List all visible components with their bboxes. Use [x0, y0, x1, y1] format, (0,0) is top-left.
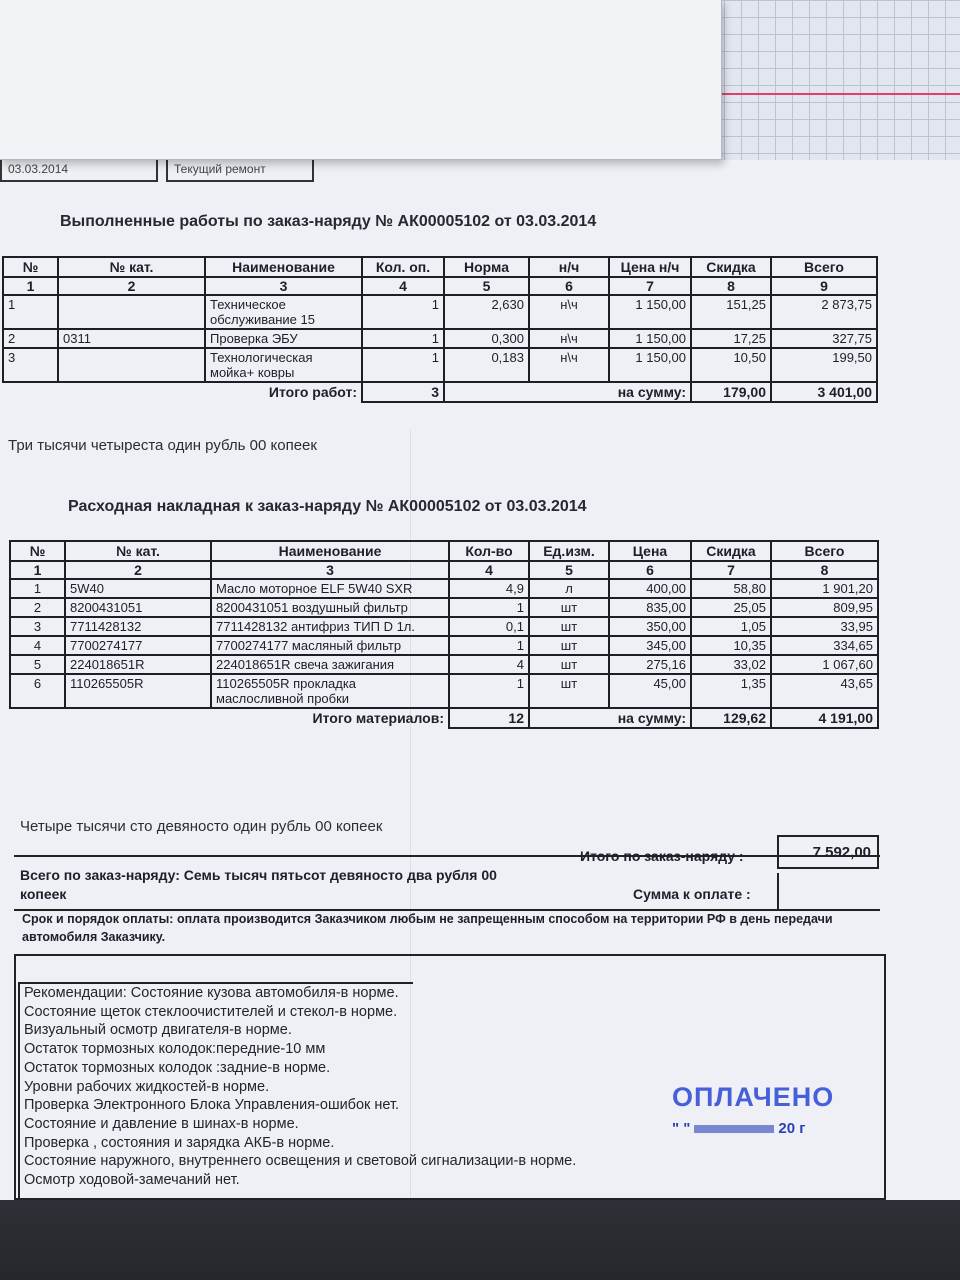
- table-row: [10, 598, 878, 617]
- row-discount: 1,05: [691, 617, 771, 636]
- row-total: 327,75: [771, 329, 877, 348]
- list-item: Проверка Электронного Блока Управления-ошибок нет.: [24, 1097, 400, 1114]
- row-price: 400,00: [609, 579, 691, 598]
- works-total-in-words: Три тысячи четыреста один рубль 00 копеек: [8, 437, 317, 454]
- materials-table: [9, 540, 879, 729]
- row-discount: 1,35: [691, 674, 771, 708]
- col-number: 2: [58, 277, 205, 295]
- top-stub-date: 03.03.2014: [0, 160, 158, 182]
- row-cat: [58, 295, 205, 329]
- col-number: 8: [691, 277, 771, 295]
- row-num: 1: [3, 295, 58, 329]
- row-qty: 1: [362, 348, 444, 382]
- margin-line: [690, 93, 960, 95]
- col-number: 1: [10, 561, 65, 579]
- overlapping-sheet: [0, 0, 722, 160]
- col-header-cat: № кат.: [65, 541, 211, 561]
- row-unit: н\ч: [529, 295, 609, 329]
- row-qty: 1: [449, 636, 529, 655]
- row-qty: 1: [362, 295, 444, 329]
- table-row: [10, 579, 878, 598]
- table-row: [3, 295, 877, 329]
- col-number: 1: [3, 277, 58, 295]
- col-number: 5: [444, 277, 529, 295]
- table-row: [10, 674, 878, 708]
- col-header-discount: Скидка: [691, 257, 771, 277]
- row-cat: 224018651R: [65, 655, 211, 674]
- row-qty: 4: [449, 655, 529, 674]
- row-total: 199,50: [771, 348, 877, 382]
- materials-total-qty: 12: [449, 708, 529, 728]
- row-qty: 1: [449, 598, 529, 617]
- col-header-unit: н/ч: [529, 257, 609, 277]
- row-discount: 151,25: [691, 295, 771, 329]
- paid-stamp: ОПЛАЧЕНО: [672, 1082, 835, 1112]
- row-cat: 5W40: [65, 579, 211, 598]
- col-number: 8: [771, 561, 878, 579]
- row-unit: шт: [529, 636, 609, 655]
- col-number: 9: [771, 277, 877, 295]
- row-price: 1 150,00: [609, 348, 691, 382]
- list-item: Рекомендации: Состояние кузова автомобиля-в норме.: [24, 985, 399, 1001]
- works-total-discount: 179,00: [691, 382, 771, 402]
- works-total-row: [3, 382, 877, 402]
- list-item: Проверка , состояния и зарядка АКБ-в норме.: [24, 1134, 335, 1151]
- row-total: 33,95: [771, 617, 878, 636]
- row-num: 4: [10, 636, 65, 655]
- row-qty: 0,1: [449, 617, 529, 636]
- row-price: 275,16: [609, 655, 691, 674]
- col-number: 3: [211, 561, 449, 579]
- to-pay-box: [777, 873, 881, 909]
- background-surface: [0, 1200, 960, 1280]
- materials-total-row: [10, 708, 878, 728]
- row-total: 1 901,20: [771, 579, 878, 598]
- list-item: Остаток тормозных колодок:передние-10 мм: [24, 1041, 326, 1058]
- list-item: Состояние и давление в шинах-в норме.: [24, 1115, 299, 1132]
- row-name: Технологическая мойка+ ковры: [205, 348, 362, 382]
- row-cat: 110265505R: [65, 674, 211, 708]
- works-total-qty: 3: [362, 382, 444, 402]
- list-item: Уровни рабочих жидкостей-в норме.: [24, 1078, 270, 1095]
- row-unit: шт: [529, 655, 609, 674]
- row-price: 350,00: [609, 617, 691, 636]
- row-name: Техническое обслуживание 15: [205, 295, 362, 329]
- table-row: [10, 617, 878, 636]
- col-number: 2: [65, 561, 211, 579]
- works-table: [2, 256, 878, 403]
- works-total-sum: 3 401,00: [771, 382, 877, 402]
- col-header-total: Всего: [771, 541, 878, 561]
- row-norm: 2,630: [444, 295, 529, 329]
- works-total-label: Итого работ:: [268, 384, 357, 400]
- row-cat: 7711428132: [65, 617, 211, 636]
- row-qty: 1: [449, 674, 529, 708]
- list-item: Состояние щеток стеклоочистителей и стекол-в норме.: [24, 1003, 398, 1020]
- list-item: Остаток тормозных колодок :задние-в норме.: [24, 1059, 331, 1076]
- works-title: Выполненные работы по заказ-наряду № АК00005102 от 03.03.2014: [60, 213, 597, 230]
- col-header-name: Наименование: [211, 541, 449, 561]
- row-cat: 8200431051: [65, 598, 211, 617]
- col-header-num: №: [10, 541, 65, 561]
- row-discount: 17,25: [691, 329, 771, 348]
- row-price: 1 150,00: [609, 329, 691, 348]
- top-stub-type: Текущий ремонт: [166, 160, 314, 182]
- divider: [14, 855, 880, 857]
- materials-total-in-words: Четыре тысячи сто девяносто один рубль 00 копеек: [20, 818, 383, 835]
- stamp-date: [672, 1120, 806, 1137]
- col-number: 5: [529, 561, 609, 579]
- stamp-date-prefix: " ": [672, 1120, 691, 1137]
- row-qty: 1: [362, 329, 444, 348]
- col-header-qty: Кол. оп.: [362, 257, 444, 277]
- payment-terms: Срок и порядок оплаты: оплата производится Заказчиком любым не запрещенным способом на территории РФ в день передачи автомобиля Заказчику.: [22, 912, 833, 944]
- row-discount: 25,05: [691, 598, 771, 617]
- col-number: 4: [362, 277, 444, 295]
- to-pay-label: Сумма к оплате :: [633, 886, 751, 902]
- col-number: 4: [449, 561, 529, 579]
- materials-total-discount: 129,62: [691, 708, 771, 728]
- order-total-label: Итого по заказ-наряду :: [580, 848, 744, 864]
- table-row: [3, 348, 877, 382]
- row-total: 334,65: [771, 636, 878, 655]
- list-item: Состояние наружного, внутреннего освещения и световой сигнализации-в норме.: [24, 1153, 577, 1170]
- col-header-unit: Ед.изм.: [529, 541, 609, 561]
- row-price: 1 150,00: [609, 295, 691, 329]
- row-total: 1 067,60: [771, 655, 878, 674]
- stamp-date-suffix: г: [799, 1120, 806, 1137]
- row-qty: 4,9: [449, 579, 529, 598]
- col-number: 3: [205, 277, 362, 295]
- row-num: 3: [10, 617, 65, 636]
- all-total-in-words: Всего по заказ-наряду: Семь тысяч пятьсот девяносто два рубля 00 копеек: [20, 867, 497, 902]
- row-price: 835,00: [609, 598, 691, 617]
- materials-total-sum: 4 191,00: [771, 708, 878, 728]
- row-cat: 7700274177: [65, 636, 211, 655]
- row-num: 2: [10, 598, 65, 617]
- row-name: 7711428132 антифриз ТИП D 1л.: [211, 617, 449, 636]
- row-unit: шт: [529, 617, 609, 636]
- materials-title: Расходная накладная к заказ-наряду № АК00005102 от 03.03.2014: [68, 498, 587, 515]
- row-num: 6: [10, 674, 65, 708]
- row-discount: 33,02: [691, 655, 771, 674]
- row-discount: 10,35: [691, 636, 771, 655]
- row-name: 110265505R прокладка маслосливной пробки: [211, 674, 449, 708]
- col-header-price: Цена: [609, 541, 691, 561]
- row-total: 2 873,75: [771, 295, 877, 329]
- col-number: 7: [691, 561, 771, 579]
- col-header-name: Наименование: [205, 257, 362, 277]
- col-header-discount: Скидка: [691, 541, 771, 561]
- row-num: 5: [10, 655, 65, 674]
- row-unit: н\ч: [529, 348, 609, 382]
- row-name: 224018651R свеча зажигания: [211, 655, 449, 674]
- row-num: 1: [10, 579, 65, 598]
- row-cat: [58, 348, 205, 382]
- row-norm: 0,300: [444, 329, 529, 348]
- row-unit: шт: [529, 598, 609, 617]
- row-total: 43,65: [771, 674, 878, 708]
- col-header-total: Всего: [771, 257, 877, 277]
- col-header-price: Цена н/ч: [609, 257, 691, 277]
- materials-total-label: Итого материалов:: [312, 710, 444, 726]
- table-row: [10, 636, 878, 655]
- row-name: Масло моторное ELF 5W40 SXR: [211, 579, 449, 598]
- stamp-date-year: 20: [778, 1120, 796, 1137]
- row-price: 345,00: [609, 636, 691, 655]
- list-item: Визуальный осмотр двигателя-в норме.: [24, 1022, 292, 1039]
- row-unit: шт: [529, 674, 609, 708]
- table-row: [10, 655, 878, 674]
- row-discount: 10,50: [691, 348, 771, 382]
- col-number: 6: [529, 277, 609, 295]
- row-cat: 0311: [58, 329, 205, 348]
- row-num: 3: [3, 348, 58, 382]
- row-unit: н\ч: [529, 329, 609, 348]
- row-discount: 58,80: [691, 579, 771, 598]
- row-norm: 0,183: [444, 348, 529, 382]
- ink-smudge: [694, 1125, 774, 1133]
- row-name: 8200431051 воздушный фильтр: [211, 598, 449, 617]
- col-header-num: №: [3, 257, 58, 277]
- col-header-norm: Норма: [444, 257, 529, 277]
- order-total-value: 7 592,00: [777, 835, 879, 869]
- row-name: 7700274177 масляный фильтр: [211, 636, 449, 655]
- col-header-cat: № кат.: [58, 257, 205, 277]
- row-total: 809,95: [771, 598, 878, 617]
- row-num: 2: [3, 329, 58, 348]
- recommendations-list: [24, 984, 576, 1190]
- col-header-qty: Кол-во: [449, 541, 529, 561]
- list-item: Осмотр ходовой-замечаний нет.: [24, 1172, 240, 1189]
- col-number: 7: [609, 277, 691, 295]
- works-sum-label: на сумму:: [444, 382, 691, 402]
- row-name: Проверка ЭБУ: [205, 329, 362, 348]
- col-number: 6: [609, 561, 691, 579]
- materials-sum-label: на сумму:: [529, 708, 691, 728]
- row-price: 45,00: [609, 674, 691, 708]
- table-row: [3, 329, 877, 348]
- row-unit: л: [529, 579, 609, 598]
